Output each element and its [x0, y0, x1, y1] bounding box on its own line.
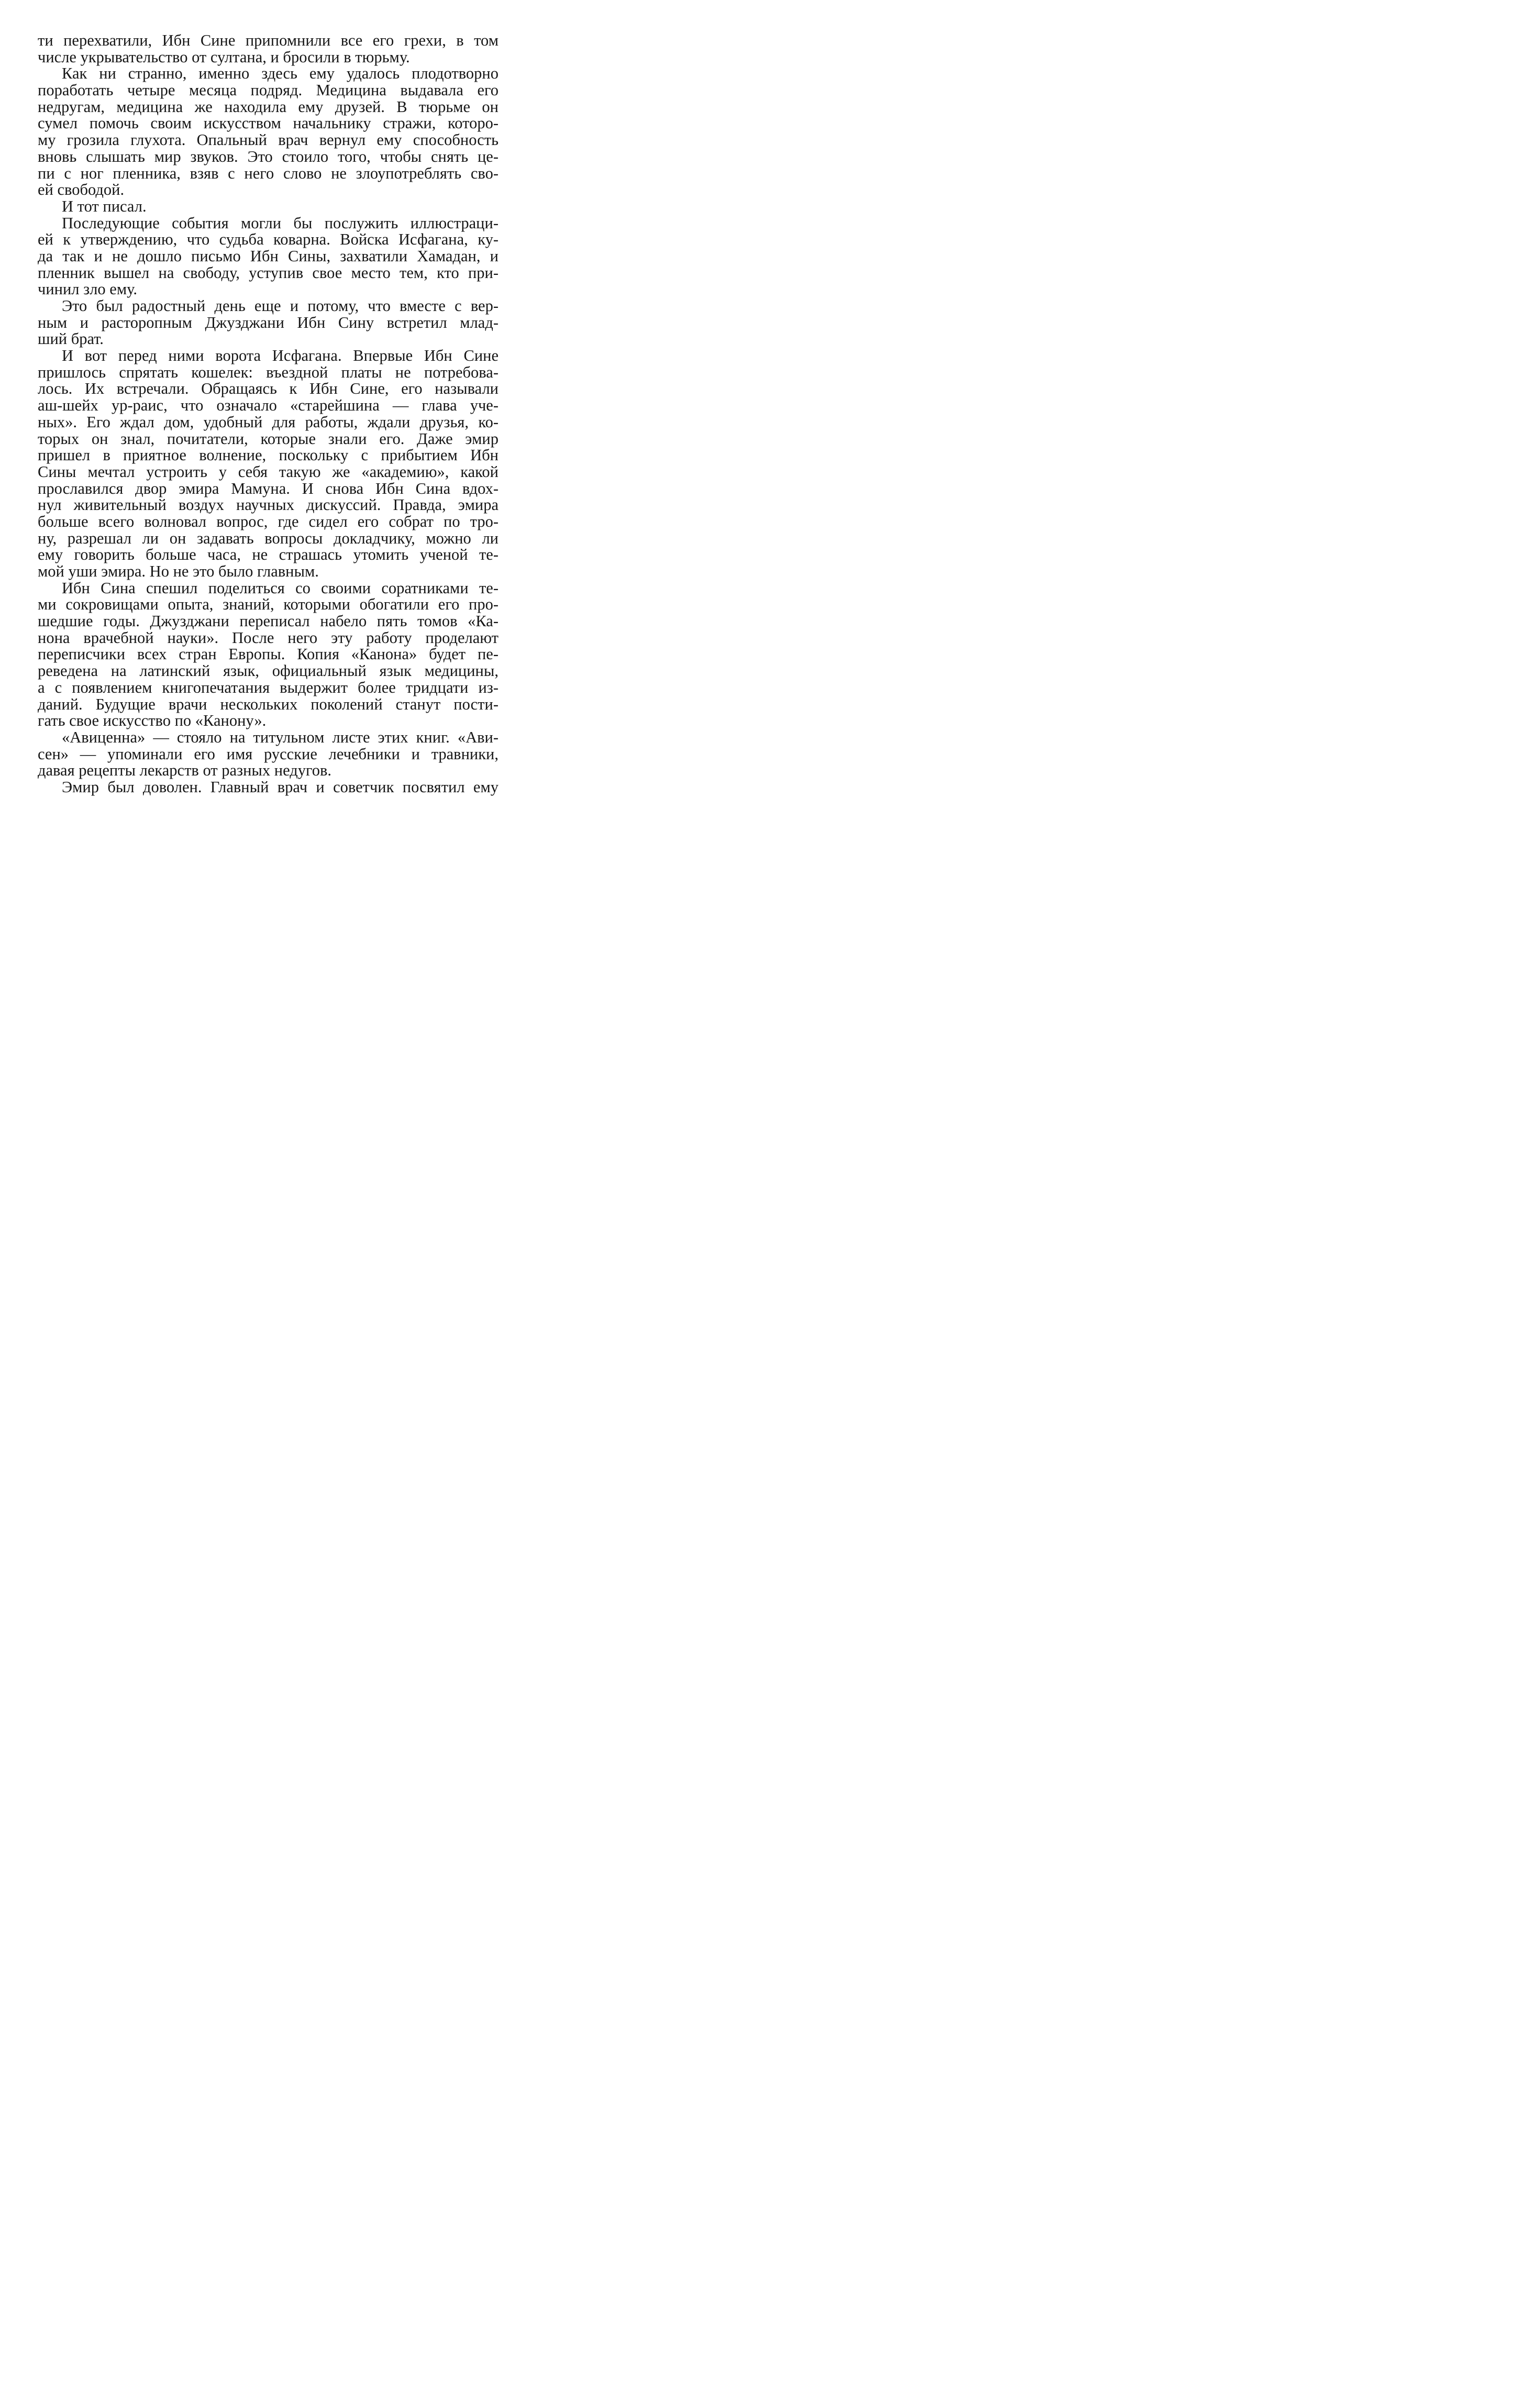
- text-line: да так и не дошло письмо Ибн Сины, захватили Хамадан, и: [38, 247, 498, 265]
- text-line: Сины мечтал устроить у себя такую же «академию», какой: [38, 462, 498, 481]
- text-line: ми сокровищами опыта, знаний, которыми обогатили его про-: [38, 595, 498, 614]
- text-line: му грозила глухота. Опальный врач вернул ему способность: [38, 131, 498, 149]
- text-line: больше всего волновал вопрос, где сидел его собрат по тро-: [38, 512, 498, 530]
- book-page: [0, 0, 536, 815]
- text-line: Последующие события могли бы послужить иллюстраци-: [62, 214, 498, 232]
- text-line: торых он знал, почитатели, которые знали его. Даже эмир: [38, 429, 498, 448]
- text-line: пленник вышел на свободу, уступив свое место тем, кто при-: [38, 263, 498, 282]
- text-line: ей к утверждению, что судьба коварна. Войска Исфагана, ку-: [38, 230, 498, 249]
- text-line: мой уши эмира. Но не это было главным.: [38, 562, 319, 580]
- text-line: реведена на латинский язык, официальный язык медицины,: [38, 662, 498, 680]
- text-line: пришлось спрятать кошелек: въездной платы не потребова-: [38, 363, 498, 381]
- text-line: чинил зло ему.: [38, 280, 137, 298]
- text-line: И тот писал.: [62, 197, 147, 215]
- text-line: переписчики всех стран Европы. Копия «Канона» будет пе-: [38, 645, 498, 663]
- text-line: лось. Их встречали. Обращаясь к Ибн Сине, его называли: [38, 380, 498, 398]
- text-line: гать свое искусство по «Канону».: [38, 712, 267, 730]
- text-line: вновь слышать мир звуков. Это стоило того, чтобы снять це-: [38, 147, 498, 165]
- text-line: ным и расторопным Джузджани Ибн Сину встретил млад-: [38, 313, 498, 331]
- text-line: ну, разрешал ли он задавать вопросы докладчику, можно ли: [38, 529, 498, 547]
- text-line: давая рецепты лекарств от разных недугов.: [38, 761, 332, 780]
- text-line: И вот перед ними ворота Исфагана. Впервые Ибн Сине: [62, 347, 498, 365]
- text-line: аш-шейх ур-раис, что означало «старейшина — глава уче-: [38, 396, 498, 415]
- text-line: Как ни странно, именно здесь ему удалось плодотворно: [62, 64, 498, 83]
- text-line: пи с ног пленника, взяв с него слово не злоупотреблять сво-: [38, 164, 498, 182]
- text-line: ей свободой.: [38, 181, 125, 199]
- text-line: сен» — упоминали его имя русские лечебники и травники,: [38, 745, 498, 763]
- page-body-text: [38, 32, 498, 796]
- text-line: «Авиценна» — стояло на титульном листе этих книг. «Ави-: [62, 728, 498, 746]
- text-line: ти перехватили, Ибн Сине припомнили все его грехи, в том: [38, 31, 498, 49]
- text-line: сумел помочь своим искусством начальнику стражи, которо-: [38, 114, 498, 132]
- text-line: поработать четыре месяца подряд. Медицина выдавала его: [38, 81, 498, 99]
- text-line: числе укрывательство от султана, и бросили в тюрьму.: [38, 48, 410, 66]
- text-line: Это был радостный день еще и потому, что вместе с вер-: [62, 297, 498, 315]
- text-line: а с появлением книгопечатания выдержит более тридцати из-: [38, 678, 498, 696]
- text-line: нона врачебной науки». После него эту работу проделают: [38, 628, 498, 647]
- text-line: даний. Будущие врачи нескольких поколений станут пости-: [38, 695, 498, 713]
- text-line: пришел в приятное волнение, поскольку с прибытием Ибн: [38, 446, 498, 464]
- text-line: Эмир был доволен. Главный врач и советчик посвятил ему: [62, 778, 498, 796]
- text-line: ший брат.: [38, 330, 104, 348]
- text-line: шедшие годы. Джузджани переписал набело пять томов «Ка-: [38, 612, 498, 630]
- text-line: ему говорить больше часа, не страшась утомить ученой те-: [38, 546, 498, 564]
- text-line: ных». Его ждал дом, удобный для работы, ждали друзья, ко-: [38, 413, 498, 431]
- text-line: недругам, медицина же находила ему друзей. В тюрьме он: [38, 97, 498, 116]
- text-line: Ибн Сина спешил поделиться со своими соратниками те-: [62, 579, 498, 597]
- text-line: прославился двор эмира Мамуна. И снова Ибн Сина вдох-: [38, 479, 498, 497]
- text-line: нул живительный воздух научных дискуссий. Правда, эмира: [38, 496, 498, 514]
